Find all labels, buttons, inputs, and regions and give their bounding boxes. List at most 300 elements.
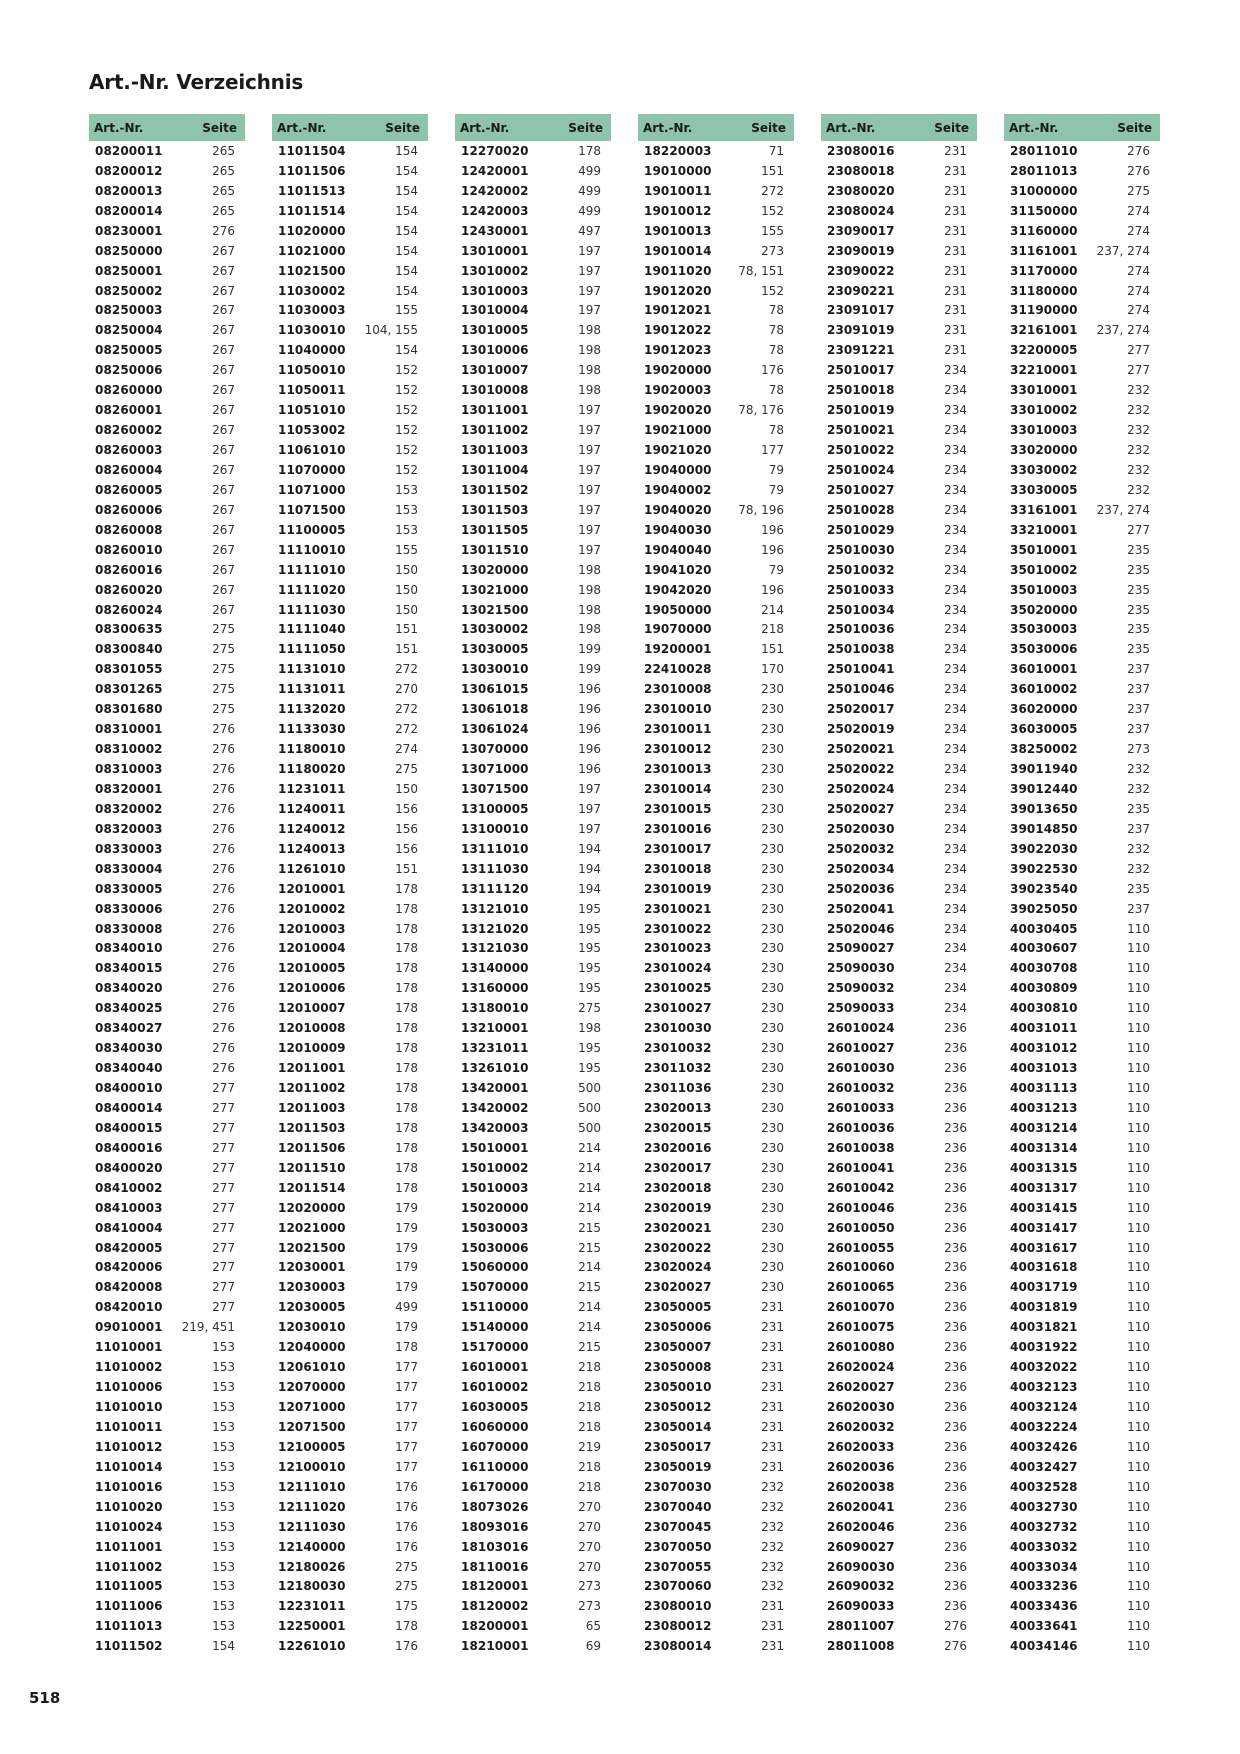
index-row <box>272 141 428 161</box>
article-number: 16060000 <box>461 1419 529 1434</box>
page-reference: 267 <box>212 363 235 378</box>
page-reference: 154 <box>212 1639 235 1654</box>
page-reference: 231 <box>761 1320 784 1335</box>
index-row <box>638 1018 794 1038</box>
page-reference: 234 <box>944 682 967 697</box>
article-number: 35030003 <box>1010 622 1078 637</box>
index-row <box>89 1138 245 1158</box>
page-reference: 270 <box>578 1539 601 1554</box>
index-row <box>89 1337 245 1357</box>
article-number: 36020000 <box>1010 702 1078 717</box>
index-row <box>455 440 611 460</box>
article-number: 13210001 <box>461 1021 529 1036</box>
index-row <box>1004 1018 1160 1038</box>
page-reference: 110 <box>1127 1200 1150 1215</box>
article-number: 13010008 <box>461 383 529 398</box>
page-reference: 110 <box>1127 1519 1150 1534</box>
page-reference: 198 <box>578 602 601 617</box>
index-row <box>455 958 611 978</box>
page-reference: 152 <box>395 423 418 438</box>
page-reference: 265 <box>212 183 235 198</box>
page-reference: 198 <box>578 582 601 597</box>
article-number: 25010017 <box>827 363 895 378</box>
article-number: 36030005 <box>1010 722 1078 737</box>
index-row <box>89 520 245 540</box>
index-row <box>1004 380 1160 400</box>
index-row <box>821 1537 977 1557</box>
index-row <box>638 1098 794 1118</box>
index-row <box>272 1397 428 1417</box>
article-number: 23050019 <box>644 1459 712 1474</box>
article-number: 26020030 <box>827 1400 895 1415</box>
index-row <box>455 1596 611 1616</box>
page-reference: 218 <box>761 622 784 637</box>
index-row <box>638 1357 794 1377</box>
article-number: 11030010 <box>278 323 346 338</box>
article-number: 25010032 <box>827 562 895 577</box>
article-number: 39013650 <box>1010 801 1078 816</box>
index-row <box>455 241 611 261</box>
index-row <box>638 1297 794 1317</box>
page-reference: 110 <box>1127 1599 1150 1614</box>
article-number: 40033034 <box>1010 1559 1078 1574</box>
index-row <box>1004 1178 1160 1198</box>
article-number: 25010021 <box>827 423 895 438</box>
index-row <box>272 719 428 739</box>
article-number: 35030006 <box>1010 642 1078 657</box>
index-row <box>272 380 428 400</box>
article-number: 08250001 <box>95 263 163 278</box>
article-number: 25010028 <box>827 502 895 517</box>
article-number: 13010002 <box>461 263 529 278</box>
page-reference: 179 <box>395 1260 418 1275</box>
article-number: 12010007 <box>278 1001 346 1016</box>
page-reference: 237, 274 <box>1096 323 1150 338</box>
header-seite: Seite <box>385 120 420 135</box>
article-number: 13011003 <box>461 443 529 458</box>
page-reference: 218 <box>578 1400 601 1415</box>
page-reference: 267 <box>212 562 235 577</box>
page-reference: 236 <box>944 1260 967 1275</box>
article-number: 11100005 <box>278 522 346 537</box>
page-reference: 277 <box>212 1081 235 1096</box>
article-number: 40032427 <box>1010 1459 1078 1474</box>
index-row <box>821 1377 977 1397</box>
page-reference: 276 <box>212 961 235 976</box>
page-reference: 275 <box>395 1559 418 1574</box>
index-row <box>1004 1596 1160 1616</box>
article-number: 08260001 <box>95 403 163 418</box>
index-row <box>821 1158 977 1178</box>
index-row <box>89 639 245 659</box>
index-row <box>821 460 977 480</box>
index-row <box>455 699 611 719</box>
index-row <box>1004 919 1160 939</box>
index-row <box>455 1497 611 1517</box>
page-reference: 267 <box>212 403 235 418</box>
page-reference: 234 <box>944 462 967 477</box>
page-reference: 153 <box>395 482 418 497</box>
index-row <box>272 958 428 978</box>
index-row <box>821 1477 977 1497</box>
article-number: 23010017 <box>644 841 712 856</box>
page-reference: 276 <box>212 1021 235 1036</box>
page-reference: 153 <box>212 1599 235 1614</box>
index-row <box>821 1517 977 1537</box>
index-row <box>821 1258 977 1278</box>
article-number: 33210001 <box>1010 522 1078 537</box>
index-row <box>638 1557 794 1577</box>
index-row <box>455 1537 611 1557</box>
index-row <box>638 1397 794 1417</box>
article-number: 23050008 <box>644 1360 712 1375</box>
page-reference: 273 <box>578 1579 601 1594</box>
article-number: 08400016 <box>95 1140 163 1155</box>
index-row <box>272 679 428 699</box>
index-row <box>455 1517 611 1537</box>
page-reference: 230 <box>761 1120 784 1135</box>
page-reference: 276 <box>212 722 235 737</box>
page-reference: 110 <box>1127 1539 1150 1554</box>
article-number: 11071000 <box>278 482 346 497</box>
page-reference: 265 <box>212 163 235 178</box>
page-reference: 234 <box>944 363 967 378</box>
article-number: 25010019 <box>827 403 895 418</box>
page-reference: 277 <box>212 1160 235 1175</box>
index-row <box>1004 301 1160 321</box>
article-number: 40031415 <box>1010 1200 1078 1215</box>
page-reference: 267 <box>212 482 235 497</box>
index-row <box>1004 520 1160 540</box>
article-number: 23080010 <box>644 1599 712 1614</box>
article-number: 13111010 <box>461 841 529 856</box>
index-row <box>1004 939 1160 959</box>
index-row <box>89 819 245 839</box>
article-number: 08340020 <box>95 981 163 996</box>
page-reference: 236 <box>944 1320 967 1335</box>
index-row <box>821 520 977 540</box>
page-reference: 197 <box>578 303 601 318</box>
page-reference: 499 <box>578 203 601 218</box>
page-reference: 150 <box>395 602 418 617</box>
index-row <box>821 1297 977 1317</box>
index-row <box>455 1198 611 1218</box>
page-reference: 277 <box>212 1100 235 1115</box>
index-row <box>89 739 245 759</box>
article-number: 25020022 <box>827 762 895 777</box>
page-reference: 110 <box>1127 1100 1150 1115</box>
article-number: 08320001 <box>95 781 163 796</box>
page-reference: 274 <box>1127 303 1150 318</box>
article-number: 12030001 <box>278 1260 346 1275</box>
article-number: 13030010 <box>461 662 529 677</box>
page-reference: 231 <box>761 1639 784 1654</box>
page-reference: 235 <box>1127 562 1150 577</box>
index-row <box>638 1377 794 1397</box>
page-reference: 237 <box>1127 821 1150 836</box>
page-reference: 232 <box>1127 482 1150 497</box>
article-number: 40033436 <box>1010 1599 1078 1614</box>
page-reference: 236 <box>944 1579 967 1594</box>
page-reference: 79 <box>768 562 784 577</box>
index-row <box>455 1138 611 1158</box>
article-number: 12030003 <box>278 1280 346 1295</box>
article-number: 12040000 <box>278 1340 346 1355</box>
index-row <box>821 739 977 759</box>
article-number: 12430001 <box>461 223 529 238</box>
index-row <box>272 340 428 360</box>
page-reference: 110 <box>1127 1419 1150 1434</box>
index-row <box>821 1018 977 1038</box>
page-reference: 153 <box>212 1479 235 1494</box>
index-row <box>89 580 245 600</box>
article-number: 12071500 <box>278 1419 346 1434</box>
page-reference: 236 <box>944 1200 967 1215</box>
page-reference: 178 <box>395 961 418 976</box>
article-number: 19010012 <box>644 203 712 218</box>
article-number: 15010003 <box>461 1180 529 1195</box>
page-reference: 267 <box>212 443 235 458</box>
page-reference: 197 <box>578 522 601 537</box>
index-row <box>455 301 611 321</box>
article-number: 40031213 <box>1010 1100 1078 1115</box>
index-row <box>638 261 794 281</box>
article-number: 18110016 <box>461 1559 529 1574</box>
index-row <box>821 799 977 819</box>
page-reference: 178 <box>395 1061 418 1076</box>
page-reference: 236 <box>944 1559 967 1574</box>
page-reference: 234 <box>944 841 967 856</box>
page-reference: 236 <box>944 1081 967 1096</box>
page-reference: 231 <box>944 203 967 218</box>
page-reference: 231 <box>761 1619 784 1634</box>
page-reference: 275 <box>1127 183 1150 198</box>
article-number: 35010003 <box>1010 582 1078 597</box>
page-reference: 235 <box>1127 582 1150 597</box>
page-reference: 234 <box>944 562 967 577</box>
index-row <box>1004 1497 1160 1517</box>
page-reference: 214 <box>578 1160 601 1175</box>
index-row <box>1004 1218 1160 1238</box>
page-title: Art.-Nr. Verzeichnis <box>89 70 304 94</box>
page-reference: 231 <box>944 143 967 158</box>
page-reference: 151 <box>761 163 784 178</box>
article-number: 11010024 <box>95 1519 163 1534</box>
article-number: 23080020 <box>827 183 895 198</box>
index-row <box>89 301 245 321</box>
article-number: 15170000 <box>461 1340 529 1355</box>
index-row <box>89 1018 245 1038</box>
article-number: 08260020 <box>95 582 163 597</box>
index-row <box>821 1457 977 1477</box>
index-row <box>455 540 611 560</box>
index-row <box>89 340 245 360</box>
article-number: 19040002 <box>644 482 712 497</box>
article-number: 16170000 <box>461 1479 529 1494</box>
index-row <box>89 1098 245 1118</box>
index-row <box>638 879 794 899</box>
index-row <box>455 1317 611 1337</box>
page-reference: 155 <box>395 303 418 318</box>
page-reference: 275 <box>395 762 418 777</box>
page-number: 518 <box>29 1689 61 1707</box>
page-reference: 176 <box>395 1499 418 1514</box>
index-row <box>272 360 428 380</box>
index-row <box>1004 1118 1160 1138</box>
article-number: 12011002 <box>278 1081 346 1096</box>
index-row <box>1004 540 1160 560</box>
page-reference: 176 <box>761 363 784 378</box>
article-number: 23050010 <box>644 1380 712 1395</box>
article-number: 19050000 <box>644 602 712 617</box>
article-number: 08330004 <box>95 861 163 876</box>
page-reference: 235 <box>1127 622 1150 637</box>
article-number: 23070055 <box>644 1559 712 1574</box>
index-row <box>821 620 977 640</box>
index-row <box>638 1258 794 1278</box>
index-row <box>272 400 428 420</box>
article-number: 26010036 <box>827 1120 895 1135</box>
article-number: 12010005 <box>278 961 346 976</box>
page-reference: 110 <box>1127 1340 1150 1355</box>
index-row <box>638 679 794 699</box>
article-number: 26090033 <box>827 1599 895 1614</box>
article-number: 40031719 <box>1010 1280 1078 1295</box>
page-reference: 276 <box>212 921 235 936</box>
index-row <box>455 420 611 440</box>
page-reference: 197 <box>578 283 601 298</box>
index-row <box>821 1616 977 1636</box>
index-column <box>89 114 245 1656</box>
index-row <box>821 958 977 978</box>
header-seite: Seite <box>568 120 603 135</box>
article-number: 39025050 <box>1010 901 1078 916</box>
index-row <box>89 1577 245 1597</box>
page-reference: 230 <box>761 981 784 996</box>
page-reference: 214 <box>578 1180 601 1195</box>
index-row <box>272 1238 428 1258</box>
page-reference: 232 <box>1127 841 1150 856</box>
page-reference: 231 <box>944 343 967 358</box>
article-number: 08410004 <box>95 1220 163 1235</box>
article-number: 11011513 <box>278 183 346 198</box>
article-number: 23080024 <box>827 203 895 218</box>
index-row <box>272 560 428 580</box>
page-reference: 274 <box>395 742 418 757</box>
page-reference: 152 <box>395 443 418 458</box>
article-number: 40033236 <box>1010 1579 1078 1594</box>
page-reference: 178 <box>395 1081 418 1096</box>
page-reference: 153 <box>212 1539 235 1554</box>
article-number: 16010001 <box>461 1360 529 1375</box>
article-number: 31180000 <box>1010 283 1078 298</box>
article-number: 40030405 <box>1010 921 1078 936</box>
index-row <box>638 1078 794 1098</box>
page-reference: 178 <box>395 981 418 996</box>
page-reference: 151 <box>395 642 418 657</box>
index-row <box>89 181 245 201</box>
page-reference: 110 <box>1127 1081 1150 1096</box>
article-number: 23090017 <box>827 223 895 238</box>
article-number: 08420008 <box>95 1280 163 1295</box>
index-row <box>821 281 977 301</box>
index-row <box>272 1078 428 1098</box>
page-reference: 231 <box>761 1360 784 1375</box>
article-number: 23010025 <box>644 981 712 996</box>
page-reference: 153 <box>212 1400 235 1415</box>
page-reference: 151 <box>395 622 418 637</box>
header-art-nr: Art.-Nr. <box>460 120 510 135</box>
page-reference: 267 <box>212 602 235 617</box>
article-number: 40031013 <box>1010 1061 1078 1076</box>
index-row <box>272 261 428 281</box>
index-row <box>821 939 977 959</box>
index-row <box>1004 998 1160 1018</box>
index-row <box>89 859 245 879</box>
page-reference: 234 <box>944 403 967 418</box>
article-number: 12100010 <box>278 1459 346 1474</box>
index-row <box>455 580 611 600</box>
article-number: 25020027 <box>827 801 895 816</box>
article-number: 25010018 <box>827 383 895 398</box>
article-number: 11070000 <box>278 462 346 477</box>
article-number: 23050007 <box>644 1340 712 1355</box>
index-row <box>272 1277 428 1297</box>
index-row <box>821 978 977 998</box>
index-row <box>638 819 794 839</box>
page-reference: 231 <box>761 1439 784 1454</box>
article-number: 40031011 <box>1010 1021 1078 1036</box>
page-reference: 153 <box>212 1519 235 1534</box>
page-reference: 153 <box>212 1439 235 1454</box>
index-row <box>89 1417 245 1437</box>
page-reference: 265 <box>212 143 235 158</box>
article-number: 11011006 <box>95 1599 163 1614</box>
page-reference: 230 <box>761 801 784 816</box>
page-reference: 274 <box>1127 283 1150 298</box>
page-reference: 152 <box>395 383 418 398</box>
page-reference: 194 <box>578 881 601 896</box>
index-row <box>821 181 977 201</box>
article-number: 40030708 <box>1010 961 1078 976</box>
page-reference: 273 <box>761 243 784 258</box>
article-number: 25020034 <box>827 861 895 876</box>
index-row <box>455 659 611 679</box>
article-number: 12010009 <box>278 1041 346 1056</box>
page-reference: 267 <box>212 582 235 597</box>
index-row <box>455 1616 611 1636</box>
page-reference: 234 <box>944 781 967 796</box>
index-row <box>638 1417 794 1437</box>
page-reference: 231 <box>944 183 967 198</box>
index-row <box>1004 420 1160 440</box>
index-row <box>455 380 611 400</box>
index-row <box>638 739 794 759</box>
page-reference: 276 <box>212 801 235 816</box>
article-number: 19200001 <box>644 642 712 657</box>
index-row <box>89 919 245 939</box>
page-reference: 234 <box>944 642 967 657</box>
page-reference: 214 <box>578 1300 601 1315</box>
article-number: 23010015 <box>644 801 712 816</box>
article-number: 12420001 <box>461 163 529 178</box>
index-row <box>821 1317 977 1337</box>
article-number: 12140000 <box>278 1539 346 1554</box>
page-reference: 154 <box>395 163 418 178</box>
index-row <box>89 719 245 739</box>
page-reference: 153 <box>212 1559 235 1574</box>
page-reference: 214 <box>578 1320 601 1335</box>
